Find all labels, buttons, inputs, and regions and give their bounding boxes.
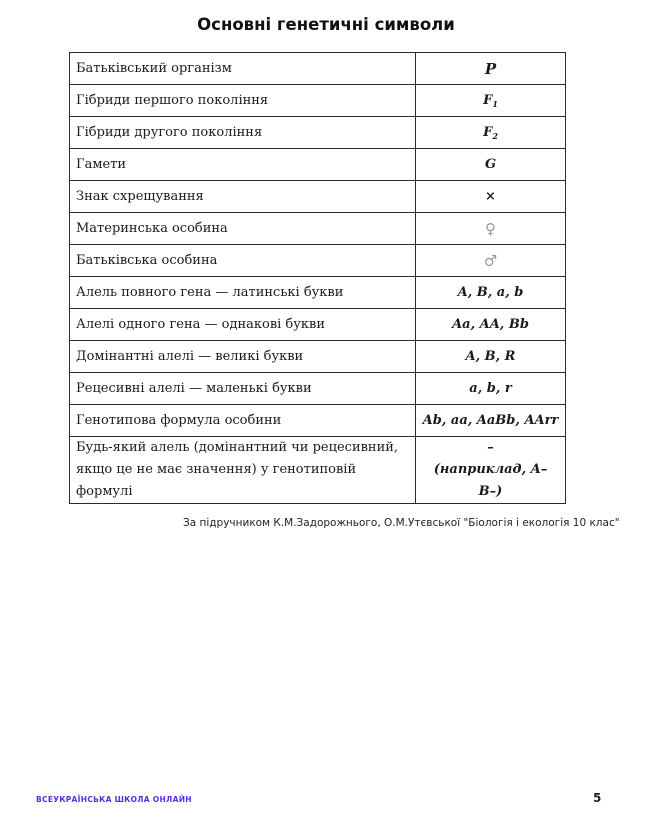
term-cell: Гібриди першого покоління (70, 85, 416, 117)
term-cell: Батьківська особина (70, 245, 416, 277)
female-icon: ♀ (485, 219, 496, 238)
table-row (70, 277, 566, 309)
symbol-cell (416, 181, 566, 213)
symbol-cell (416, 149, 566, 181)
symbol-text: Aa, AA, Bb (452, 317, 529, 332)
term-cell (70, 437, 416, 504)
term-cell: Домінантні алелі — великі букви (70, 341, 416, 373)
symbol-text: a, b, r (469, 381, 512, 396)
table-row (70, 245, 566, 277)
source-citation: За підручником К.М.Задорожнього, О.М.Утєвської "Біологія і екологія 10 клас" (183, 517, 620, 529)
table-row (70, 437, 566, 504)
symbol-cell (416, 117, 566, 149)
symbol-cell (416, 85, 566, 117)
term-line: Будь-який алель (домінантний чи рецесивний, (76, 440, 399, 455)
page-title: Основні генетичні символи (197, 15, 455, 34)
table-row (70, 341, 566, 373)
term-cell: Гібриди другого покоління (70, 117, 416, 149)
table-row (70, 53, 566, 85)
table-row (70, 309, 566, 341)
table-row (70, 405, 566, 437)
table-row (70, 117, 566, 149)
symbol-text: A, B, R (465, 349, 516, 364)
cross-icon: × (485, 189, 496, 204)
symbol-text: F (483, 124, 493, 140)
table-row (70, 181, 566, 213)
symbol-cell (416, 341, 566, 373)
term-line: якщо це не має значення) у генотиповій формулі (76, 462, 357, 499)
term-cell: Материнська особина (70, 213, 416, 245)
symbol-text: – (487, 440, 494, 455)
symbol-cell (416, 405, 566, 437)
page-number: 5 (593, 791, 602, 805)
symbol-cell (416, 53, 566, 85)
symbol-cell (416, 309, 566, 341)
term-cell: Знак схрещування (70, 181, 416, 213)
male-icon: ♂ (483, 251, 498, 270)
term-cell: Батьківський організм (70, 53, 416, 85)
footer-brand: ВСЕУКРАЇНСЬКА ШКОЛА ОНЛАЙН (36, 795, 192, 804)
term-cell: Алель повного гена — латинські букви (70, 277, 416, 309)
symbol-text: (наприклад, A–B–) (433, 462, 548, 499)
symbol-cell (416, 373, 566, 405)
term-cell: Генотипова формула особини (70, 405, 416, 437)
table-row (70, 213, 566, 245)
genetic-symbols-table (69, 52, 566, 504)
symbol-text: F (483, 92, 493, 108)
symbol-text: P (484, 59, 497, 78)
term-cell: Гамети (70, 149, 416, 181)
symbol-text: Ab, aa, AaBb, AArr (422, 413, 559, 428)
table-row (70, 149, 566, 181)
symbol-cell (416, 277, 566, 309)
table-row (70, 373, 566, 405)
symbol-cell (416, 213, 566, 245)
symbol-subscript: 1 (492, 98, 498, 109)
symbol-text: G (484, 157, 497, 172)
symbol-subscript: 2 (492, 130, 498, 141)
symbol-cell (416, 437, 566, 504)
table-row (70, 85, 566, 117)
term-cell: Рецесивні алелі — маленькі букви (70, 373, 416, 405)
symbol-cell (416, 245, 566, 277)
symbol-text: A, B, a, b (457, 285, 524, 300)
term-cell: Алелі одного гена — однакові букви (70, 309, 416, 341)
